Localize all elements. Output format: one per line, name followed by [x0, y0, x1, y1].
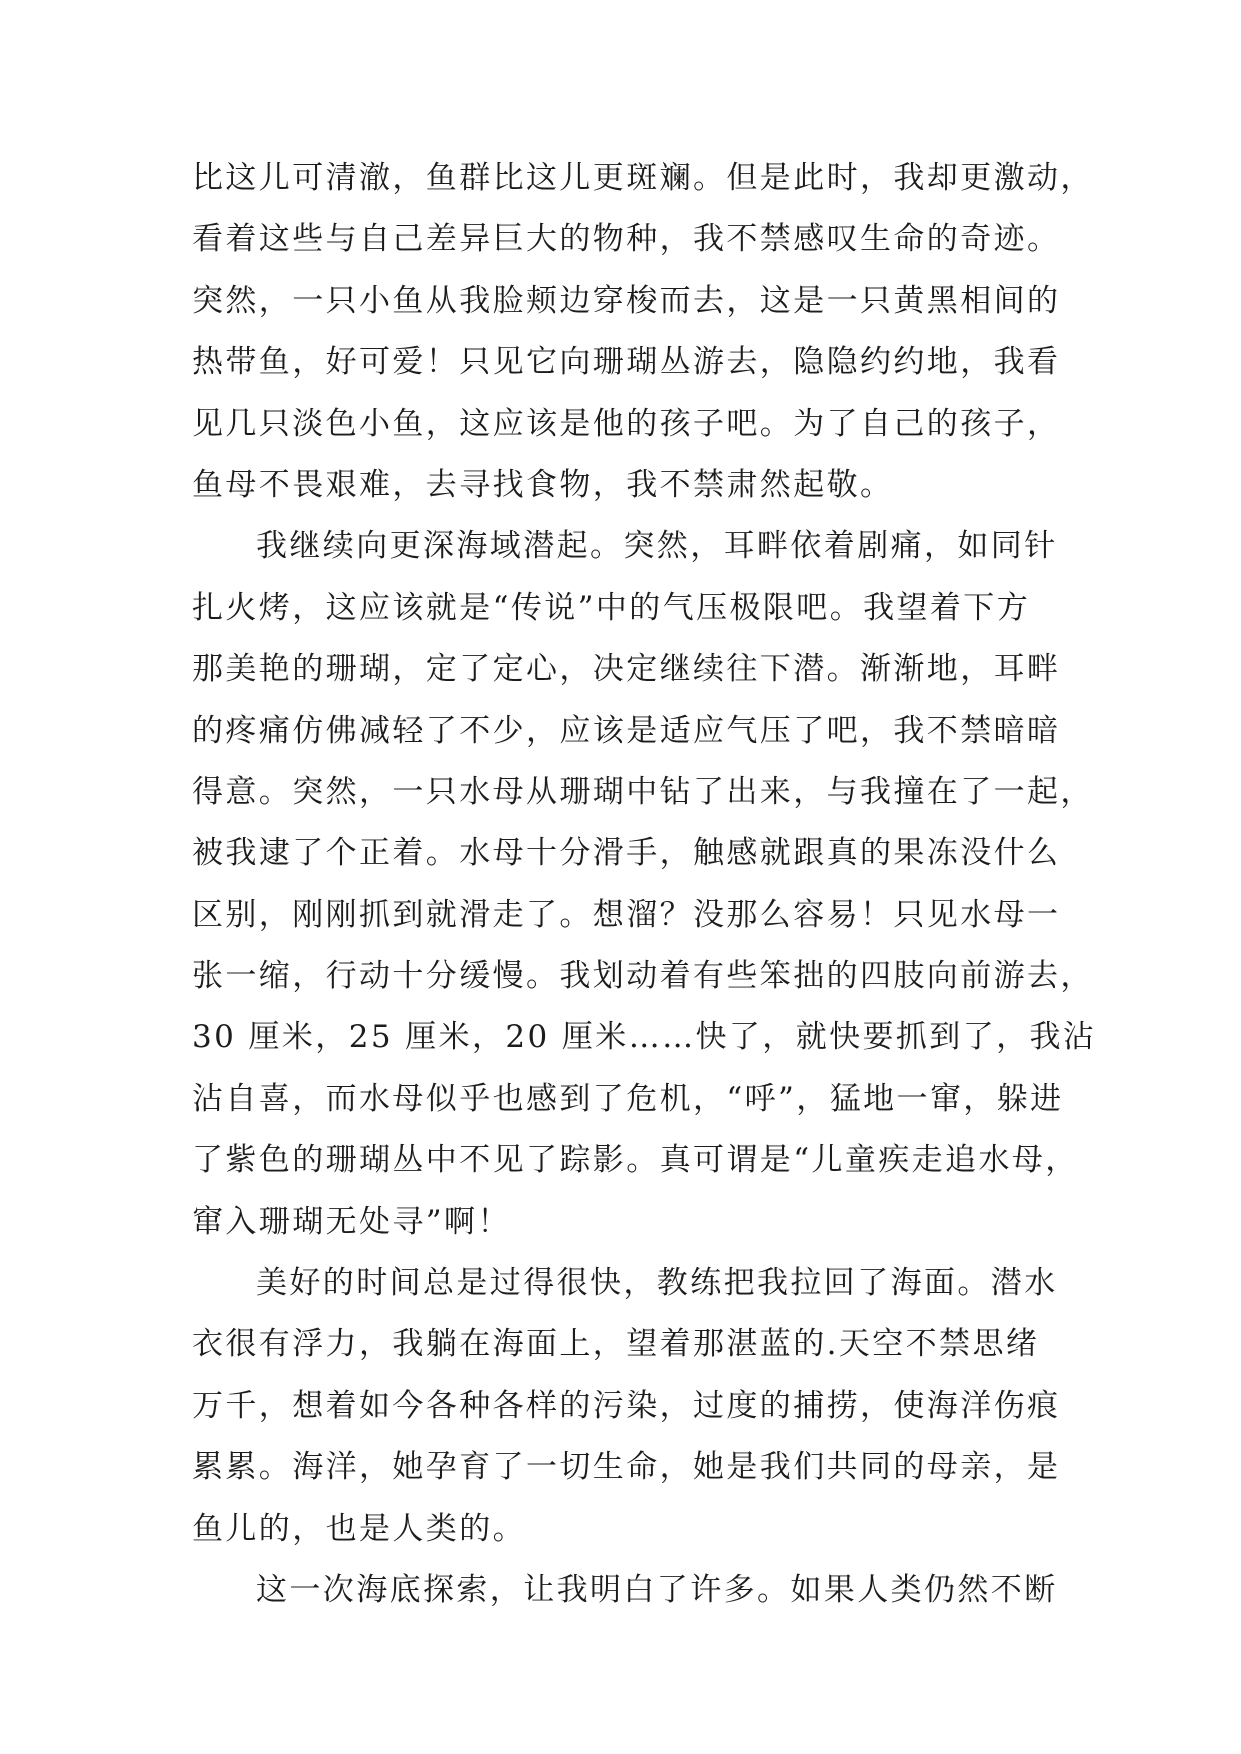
text-line: 比这儿可清澈，鱼群比这儿更斑斓。但是此时，我却更激动，	[192, 160, 1094, 196]
text-line: 鱼母不畏艰难，去寻找食物，我不禁肃然起敬。	[192, 466, 894, 503]
text-line: 扎火烤，这应该就是“传说”中的气压极限吧。我望着下方	[192, 589, 1031, 626]
text-line: 见几只淡色小鱼，这应该是他的孩子吧。为了自己的孩子，	[192, 405, 1061, 442]
text-line: 突然，一只小鱼从我脸颊边穿梭而去，这是一只黄黑相间的	[192, 282, 1061, 319]
text-line: 累累。海洋，她孕育了一切生命，她是我们共同的母亲，是	[192, 1449, 1061, 1486]
paragraph-start-line: 这一次海底探索，让我明白了许多。如果人类仍然不断	[256, 1571, 1058, 1608]
text-line: 的疼痛仿佛减轻了不少，应该是适应气压了吧，我不禁暗暗	[192, 712, 1061, 749]
text-line: 30 厘米，25 厘米，20 厘米……快了，就快要抓到了，我沾	[192, 1019, 1097, 1056]
text-line: 区别，刚刚抓到就滑走了。想溜？没那么容易！只见水母一	[192, 896, 1061, 933]
text-line: 鱼儿的，也是人类的。	[192, 1510, 526, 1547]
essay-body	[192, 148, 1097, 1621]
text-line: 被我逮了个正着。水母十分滑手，触感就跟真的果冻没什么	[192, 835, 1061, 872]
text-line: 沾自喜，而水母似乎也感到了危机，“呼”，猛地一窜，躲进	[192, 1080, 1064, 1117]
text-line: 得意。突然，一只水母从珊瑚中钻了出来，与我撞在了一起，	[192, 773, 1094, 810]
text-line: 张一缩，行动十分缓慢。我划动着有些笨拙的四肢向前游去，	[192, 958, 1094, 995]
text-line: 窜入珊瑚无处寻”啊！	[192, 1203, 511, 1240]
text-line: 衣很有浮力，我躺在海面上，望着那湛蓝的.天空不禁思绪	[192, 1326, 1040, 1363]
text-line: 热带鱼，好可爱！只见它向珊瑚丛游去，隐隐约约地，我看	[192, 344, 1061, 381]
paragraph-start-line: 美好的时间总是过得很快，教练把我拉回了海面。潜水	[256, 1265, 1058, 1302]
text-line: 看着这些与自己差异巨大的物种，我不禁感叹生命的奇迹。	[192, 221, 1061, 258]
text-line: 万千，想着如今各种各样的污染，过度的捕捞，使海洋伤痕	[192, 1387, 1061, 1424]
paragraph-start-line: 我继续向更深海域潜起。突然，耳畔依着剧痛，如同针	[256, 528, 1058, 565]
text-line: 了紫色的珊瑚丛中不见了踪影。真可谓是“儿童疾走追水母，	[192, 1142, 1079, 1179]
text-line: 那美艳的珊瑚，定了定心，决定继续往下潜。渐渐地，耳畔	[192, 651, 1061, 688]
